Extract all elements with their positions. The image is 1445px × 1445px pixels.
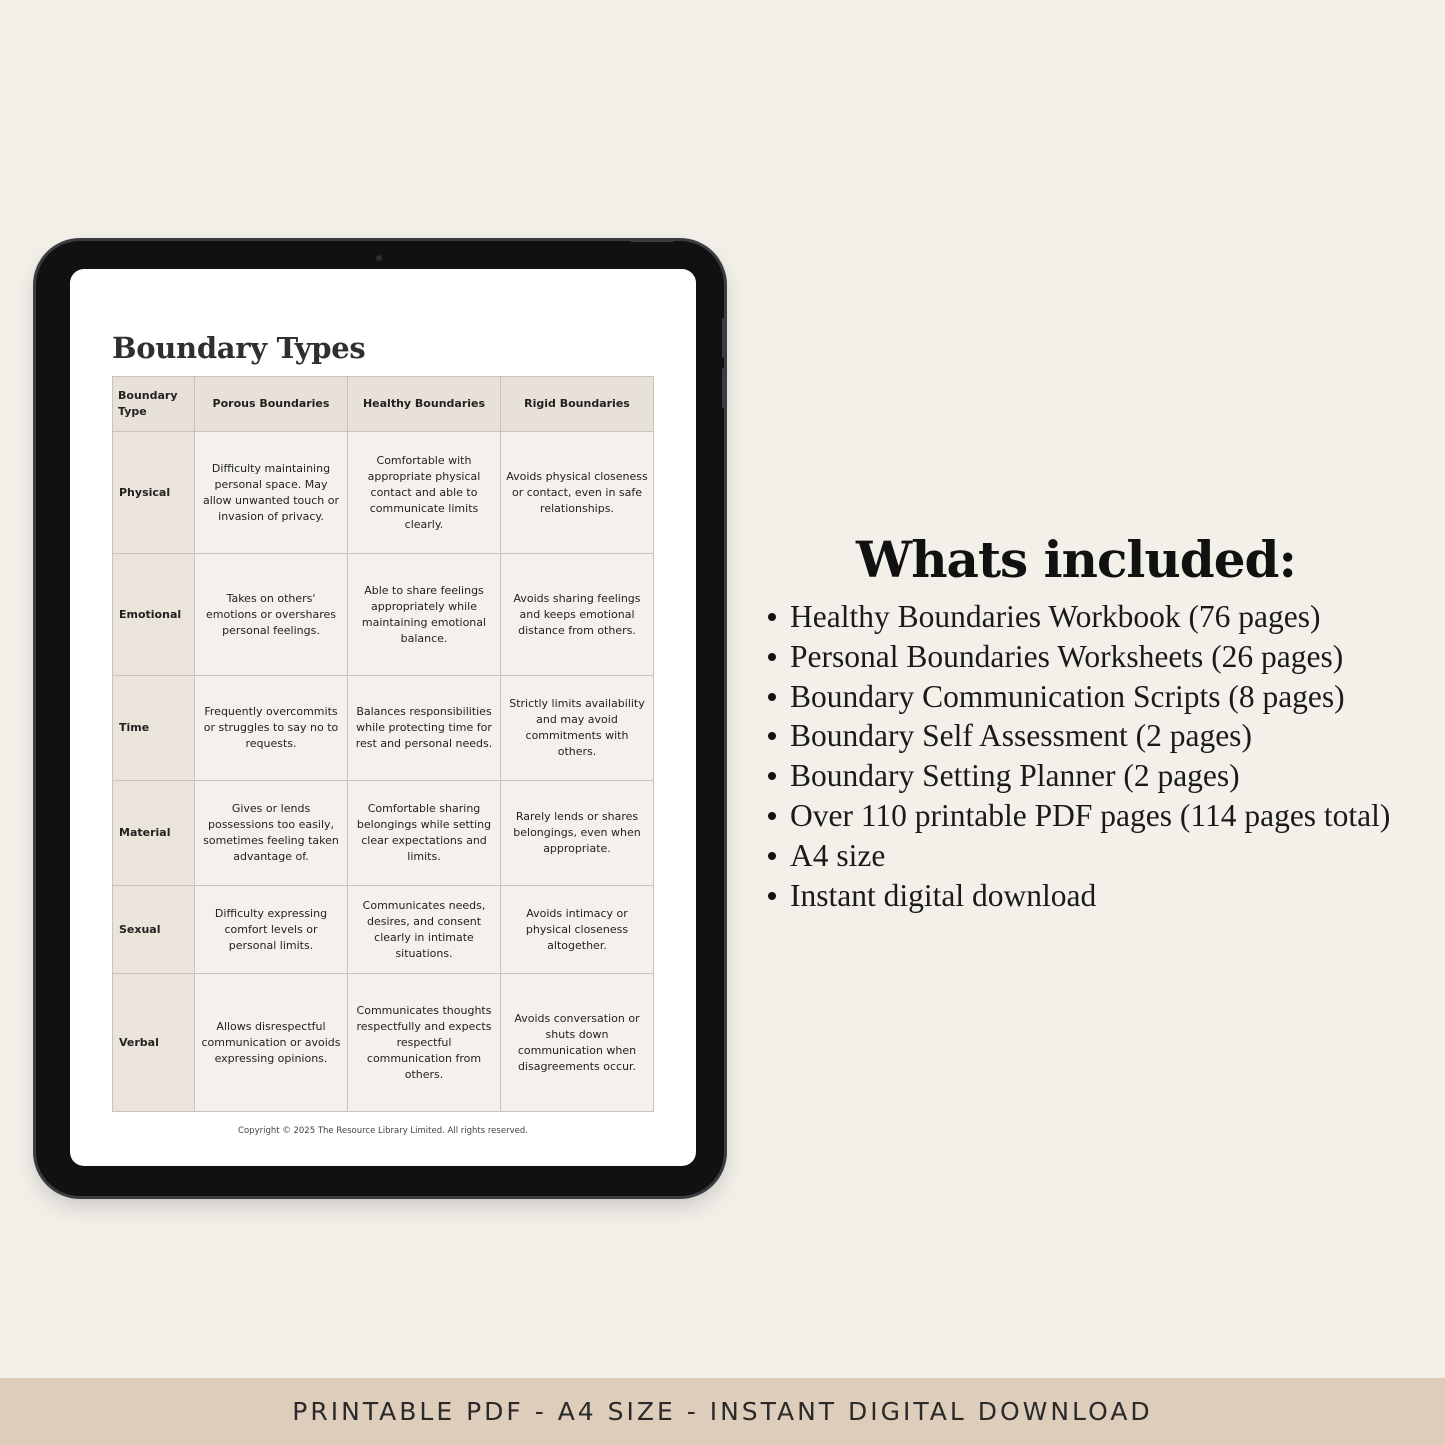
tablet-volume-up-button (722, 318, 726, 358)
table-cell: Rarely lends or shares belongings, even when appropriate. (501, 781, 654, 886)
table-row (113, 432, 654, 554)
row-label: Emotional (113, 554, 195, 676)
whats-included-panel (766, 530, 1406, 915)
tablet-screen (70, 269, 696, 1166)
list-item (766, 836, 1406, 876)
list-item-text: Personal Boundaries Worksheets (26 pages) (790, 638, 1344, 674)
table-cell: Avoids conversation or shuts down communication when disagreements occur. (501, 974, 654, 1112)
table-cell: Able to share feelings appropriately while maintaining emotional balance. (348, 554, 501, 676)
list-item (766, 677, 1406, 717)
list-item-text: Boundary Self Assessment (2 pages) (790, 718, 1252, 754)
row-label: Material (113, 781, 195, 886)
column-header-boundary-type: Boundary Type (113, 377, 195, 432)
bullet-icon (768, 772, 776, 780)
table-header-row (113, 377, 654, 432)
list-item (766, 716, 1406, 756)
table-cell: Gives or lends possessions too easily, sometimes feeling taken advantage of. (195, 781, 348, 886)
column-header-healthy: Healthy Boundaries (348, 377, 501, 432)
list-item (766, 597, 1406, 637)
table-row (113, 554, 654, 676)
table-cell: Avoids intimacy or physical closeness altogether. (501, 886, 654, 974)
tablet-volume-down-button (722, 368, 726, 408)
table-cell: Balances responsibilities while protecting time for rest and personal needs. (348, 676, 501, 781)
footer-banner-text: PRINTABLE PDF - A4 SIZE - INSTANT DIGITAL DOWNLOAD (292, 1397, 1153, 1426)
tablet-top-button (630, 238, 674, 242)
bullet-icon (768, 653, 776, 661)
table-cell: Comfortable with appropriate physical contact and able to communicate limits clearly. (348, 432, 501, 554)
row-label: Verbal (113, 974, 195, 1112)
row-label: Time (113, 676, 195, 781)
table-row (113, 886, 654, 974)
column-header-rigid: Rigid Boundaries (501, 377, 654, 432)
list-item (766, 637, 1406, 677)
copyright-notice: Copyright © 2025 The Resource Library Limited. All rights reserved. (238, 1126, 528, 1136)
footer-banner (0, 1378, 1445, 1445)
bullet-icon (768, 613, 776, 621)
table-row (113, 974, 654, 1112)
bullet-icon (768, 693, 776, 701)
bullet-icon (768, 812, 776, 820)
included-list (766, 597, 1406, 915)
bullet-icon (768, 892, 776, 900)
list-item (766, 876, 1406, 916)
table-cell: Takes on others' emotions or overshares personal feelings. (195, 554, 348, 676)
list-item-text: A4 size (790, 837, 886, 873)
table-cell: Frequently overcommits or struggles to say no to requests. (195, 676, 348, 781)
column-header-porous: Porous Boundaries (195, 377, 348, 432)
bullet-icon (768, 852, 776, 860)
table-row (113, 781, 654, 886)
table-cell: Difficulty expressing comfort levels or personal limits. (195, 886, 348, 974)
list-item-text: Over 110 printable PDF pages (114 pages total) (790, 797, 1391, 833)
table-cell: Strictly limits availability and may avoid commitments with others. (501, 676, 654, 781)
list-item-text: Boundary Communication Scripts (8 pages) (790, 678, 1345, 714)
row-label: Physical (113, 432, 195, 554)
table-cell: Difficulty maintaining personal space. May allow unwanted touch or invasion of privacy. (195, 432, 348, 554)
whats-included-heading: Whats included: (856, 530, 1296, 589)
bullet-icon (768, 732, 776, 740)
table-cell: Avoids physical closeness or contact, even in safe relationships. (501, 432, 654, 554)
tablet-camera (376, 255, 382, 261)
table-cell: Avoids sharing feelings and keeps emotional distance from others. (501, 554, 654, 676)
table-cell: Allows disrespectful communication or avoids expressing opinions. (195, 974, 348, 1112)
table-row (113, 676, 654, 781)
table-cell: Comfortable sharing belongings while setting clear expectations and limits. (348, 781, 501, 886)
row-label: Sexual (113, 886, 195, 974)
table-cell: Communicates thoughts respectfully and expects respectful communication from others. (348, 974, 501, 1112)
list-item (766, 796, 1406, 836)
list-item-text: Healthy Boundaries Workbook (76 pages) (790, 599, 1321, 634)
table-cell: Communicates needs, desires, and consent clearly in intimate situations. (348, 886, 501, 974)
list-item-text: Instant digital download (790, 877, 1097, 913)
list-item-text: Boundary Setting Planner (2 pages) (790, 758, 1240, 794)
boundary-types-table (112, 376, 654, 1112)
document-title: Boundary Types (112, 331, 366, 365)
list-item (766, 756, 1406, 796)
